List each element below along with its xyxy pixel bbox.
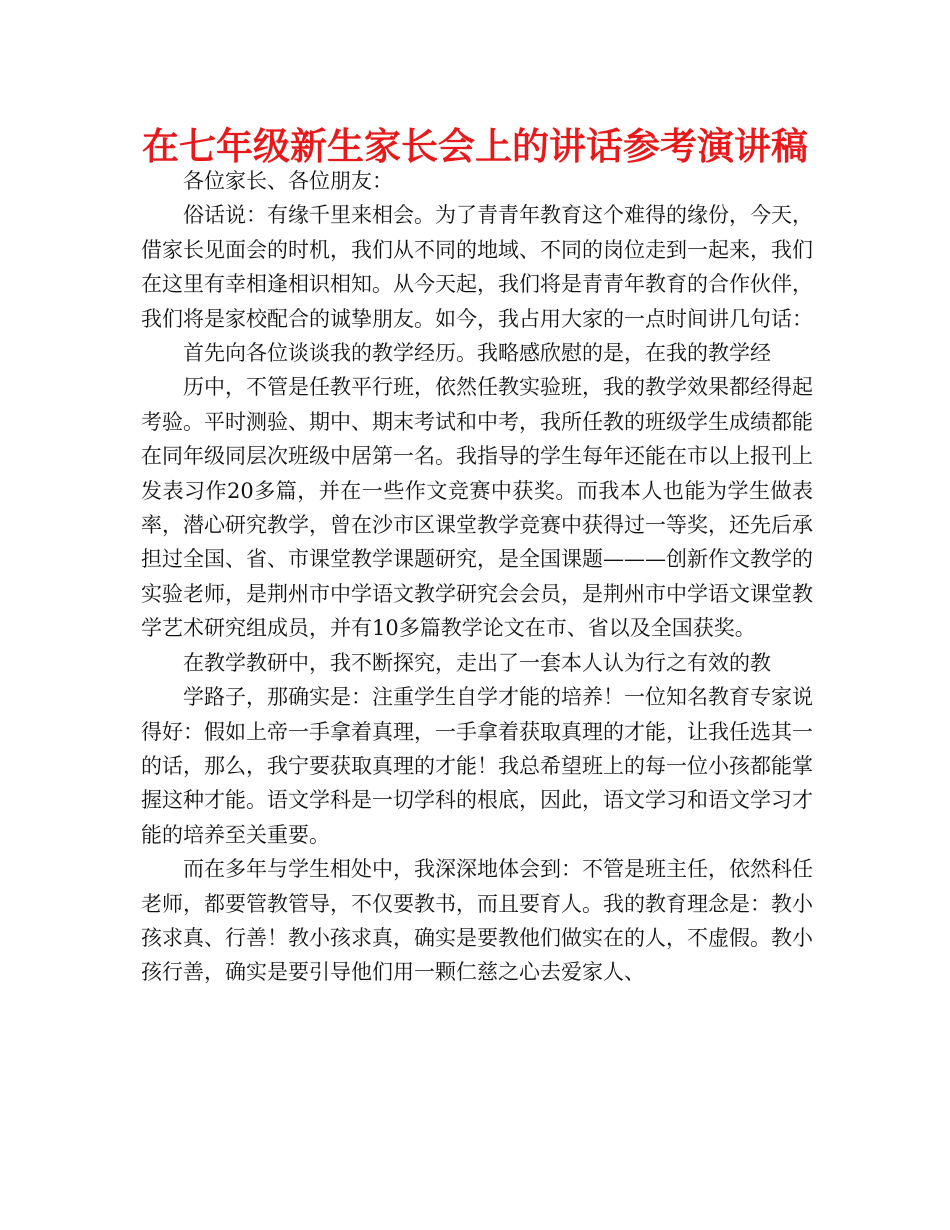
paragraph-method: 学路子，那确实是：注重学生自学才能的培养！一位知名教育专家说得好：假如上帝一手拿着真理，一手拿着获取真理的才能，让我任选其一的话，那么，我宁要获取真理的才能！我总希望班上的每一位小孩都能掌握这种才能。语文学科是一切学科的根底，因此，语文学习和语文学习才能的培养至关重要。 [141, 685, 813, 847]
document-title: 在七年级新生家长会上的讲话参考演讲稿 [142, 125, 808, 168]
paragraph-experience-intro: 首先向各位谈谈我的教学经历。我略感欣慰的是，在我的教学经 [183, 341, 771, 366]
document-body [141, 164, 813, 990]
paragraph-greeting: 各位家长、各位朋友： [183, 169, 393, 193]
paragraph-opening: 俗话说：有缘千里来相会。为了青青年教育这个难得的缘份，今天，借家长见面会的时机，我们从不同的地域、不同的岗位走到一起来，我们在这里有幸相逢相识相知。从今天起，我们将是青青年教育的合作伙伴，我们将是家校配合的诚挚朋友。如今，我占用大家的一点时间讲几句话： [141, 203, 813, 331]
paragraph-philosophy: 而在多年与学生相处中，我深深地体会到：不管是班主任，依然科任老师，都要管教管导，不仅要教书，而且要育人。我的教育理念是：教小孩求真、行善！教小孩求真，确实是要教他们做实在的人，不虚假。教小孩行善，确实是要引导他们用一颗仁慈之心去爱家人、 [141, 857, 813, 985]
paragraph-method-intro: 在教学教研中，我不断探究，走出了一套本人认为行之有效的教 [183, 650, 771, 675]
paragraph-experience: 历中，不管是任教平行班，依然任教实验班，我的教学效果都经得起考验。平时测验、期中、期末考试和中考，我所任教的班级学生成绩都能在同年级同层次班级中居第一名。我指导的学生每年还能在市以上报刊上发表习作20多篇，并在一些作文竞赛中获奖。而我本人也能为学生做表率，潜心研究教学，曾在沙市区课堂教学竞赛中获得过一等奖，还先后承担过全国、省、市课堂教学课题研究，是全国课题———创新作文教学的实验老师，是荆州市中学语文教学研究会会员，是荆州市中学语文课堂教学艺术研究组成员，并有10多篇教学论文在市、省以及全国获奖。 [141, 375, 813, 641]
